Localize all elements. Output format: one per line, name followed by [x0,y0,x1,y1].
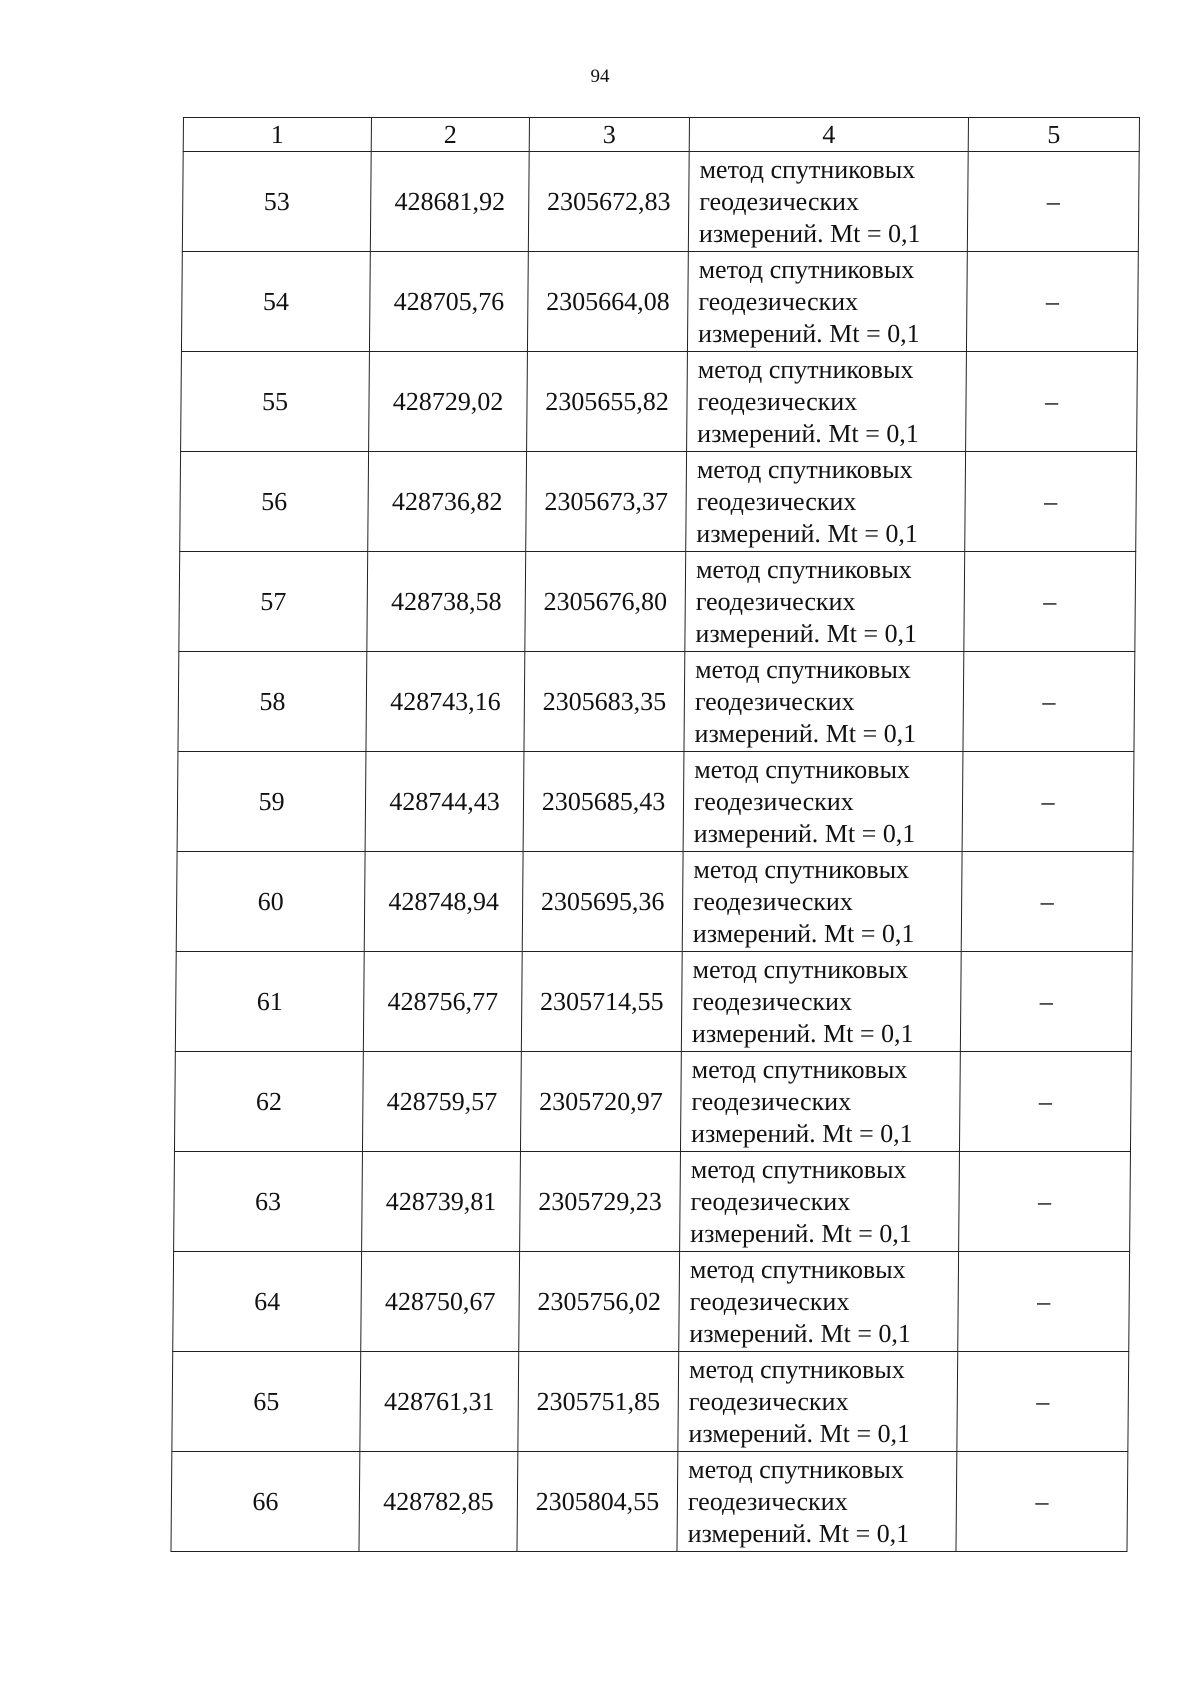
x-coordinate-cell: 428739,81 [362,1152,521,1252]
method-line: геодезических [688,1386,849,1416]
page-number: 94 [590,66,610,87]
table-row [181,352,1138,452]
method-cell [680,1052,960,1152]
method-line: геодезических [694,686,855,716]
method-line: геодезических [693,886,854,916]
method-line: геодезических [699,186,860,216]
y-coordinate-cell: 2305804,55 [517,1452,678,1552]
x-coordinate-cell: 428759,57 [362,1052,521,1152]
y-coordinate-cell: 2305664,08 [527,252,688,352]
header-row [183,118,1139,152]
method-line: геодезических [696,486,857,516]
method-line: метод спутниковых [692,954,909,984]
table-row [173,1252,1130,1352]
point-number-cell: 57 [179,552,368,652]
note-cell: – [966,352,1138,452]
method-line: измерений. Mt = 0,1 [697,318,920,348]
note-cell: – [956,1452,1128,1552]
method-line: метод спутниковых [699,154,916,184]
x-coordinate-cell: 428743,16 [366,652,525,752]
coordinates-table [170,117,1140,1552]
method-line: метод спутниковых [688,1454,905,1484]
method-line: метод спутниковых [689,1254,906,1284]
point-number-cell: 61 [175,952,364,1052]
method-line: метод спутниковых [690,1154,907,1184]
method-cell [678,1352,958,1452]
method-line: геодезических [695,586,856,616]
method-cell [687,352,967,452]
method-cell [686,452,966,552]
method-line: геодезических [690,1186,851,1216]
x-coordinate-cell: 428782,85 [359,1452,518,1552]
table-row [181,252,1138,352]
column-header-2: 2 [371,118,529,152]
x-coordinate-cell: 428681,92 [370,152,529,252]
method-cell [682,852,962,952]
note-cell: – [963,652,1135,752]
method-line: измерений. Mt = 0,1 [695,618,918,648]
note-cell: – [959,1052,1131,1152]
method-line: геодезических [691,1086,852,1116]
y-coordinate-cell: 2305655,82 [527,352,688,452]
x-coordinate-cell: 428705,76 [369,252,528,352]
method-cell [684,652,964,752]
y-coordinate-cell: 2305729,23 [520,1152,681,1252]
method-cell [685,552,965,652]
point-number-cell: 55 [181,352,370,452]
column-header-1: 1 [183,118,371,152]
method-line: измерений. Mt = 0,1 [687,1518,910,1548]
y-coordinate-cell: 2305683,35 [524,652,685,752]
note-cell: – [961,852,1133,952]
note-cell: – [958,1252,1130,1352]
method-line: измерений. Mt = 0,1 [692,918,915,948]
table-row [182,152,1139,252]
table-row [175,952,1132,1052]
x-coordinate-cell: 428761,31 [360,1352,519,1452]
note-cell: – [957,1352,1129,1452]
table-row [180,452,1137,552]
x-coordinate-cell: 428736,82 [368,452,527,552]
note-cell: – [966,252,1138,352]
column-header-5: 5 [968,118,1139,152]
method-line: измерений. Mt = 0,1 [693,818,916,848]
y-coordinate-cell: 2305673,37 [526,452,687,552]
point-number-cell: 54 [181,252,370,352]
y-coordinate-cell: 2305685,43 [523,752,684,852]
method-line: геодезических [697,386,858,416]
y-coordinate-cell: 2305720,97 [520,1052,681,1152]
method-line: метод спутниковых [697,354,914,384]
method-cell [681,952,961,1052]
method-cell [687,252,967,352]
table-body [171,152,1139,1552]
table-row [179,552,1136,652]
method-cell [677,1452,957,1552]
note-cell: – [964,552,1136,652]
table-header [183,118,1139,152]
note-cell: – [967,152,1139,252]
column-header-3: 3 [529,118,689,152]
method-line: метод спутниковых [696,454,913,484]
y-coordinate-cell: 2305695,36 [522,852,683,952]
table-row [171,1452,1128,1552]
method-line: измерений. Mt = 0,1 [691,1118,913,1148]
method-cell [688,152,968,252]
x-coordinate-cell: 428750,67 [361,1252,520,1352]
method-line: измерений. Mt = 0,1 [698,218,921,248]
method-cell [679,1252,959,1352]
method-line: геодезических [689,1286,850,1316]
y-coordinate-cell: 2305751,85 [518,1352,679,1452]
note-cell: – [960,952,1132,1052]
x-coordinate-cell: 428738,58 [367,552,526,652]
method-line: измерений. Mt = 0,1 [690,1218,912,1248]
y-coordinate-cell: 2305676,80 [525,552,686,652]
method-line: геодезических [692,986,853,1016]
point-number-cell: 58 [178,652,367,752]
point-number-cell: 60 [176,852,365,952]
point-number-cell: 53 [182,152,371,252]
method-line: метод спутниковых [695,654,912,684]
note-cell: – [962,752,1134,852]
point-number-cell: 66 [171,1452,360,1552]
table-row [172,1352,1129,1452]
method-line: измерений. Mt = 0,1 [694,718,917,748]
point-number-cell: 62 [174,1052,363,1152]
method-line: геодезических [698,286,859,316]
method-line: измерений. Mt = 0,1 [691,1018,914,1048]
method-line: метод спутниковых [693,854,910,884]
point-number-cell: 63 [174,1152,363,1252]
method-cell [683,752,963,852]
table-row [178,652,1135,752]
method-line: измерений. Mt = 0,1 [689,1318,912,1348]
method-line: метод спутниковых [691,1054,908,1084]
table-row [176,852,1133,952]
point-number-cell: 56 [180,452,369,552]
method-line: измерений. Mt = 0,1 [688,1418,911,1448]
point-number-cell: 64 [173,1252,362,1352]
table-row [174,1052,1131,1152]
x-coordinate-cell: 428729,02 [369,352,528,452]
method-line: метод спутниковых [694,754,911,784]
method-line: метод спутниковых [688,1354,905,1384]
point-number-cell: 59 [177,752,366,852]
note-cell: – [965,452,1137,552]
method-line: геодезических [687,1486,848,1516]
method-line: измерений. Mt = 0,1 [697,418,919,448]
x-coordinate-cell: 428748,94 [364,852,523,952]
column-header-4: 4 [689,118,968,152]
method-cell [680,1152,960,1252]
method-line: измерений. Mt = 0,1 [696,518,919,548]
x-coordinate-cell: 428744,43 [365,752,524,852]
x-coordinate-cell: 428756,77 [363,952,522,1052]
y-coordinate-cell: 2305672,83 [528,152,689,252]
y-coordinate-cell: 2305756,02 [519,1252,680,1352]
y-coordinate-cell: 2305714,55 [521,952,682,1052]
table-row [177,752,1134,852]
note-cell: – [959,1152,1131,1252]
point-number-cell: 65 [172,1352,361,1452]
table-row [174,1152,1131,1252]
method-line: метод спутниковых [698,254,915,284]
method-line: метод спутниковых [695,554,912,584]
method-line: геодезических [693,786,854,816]
